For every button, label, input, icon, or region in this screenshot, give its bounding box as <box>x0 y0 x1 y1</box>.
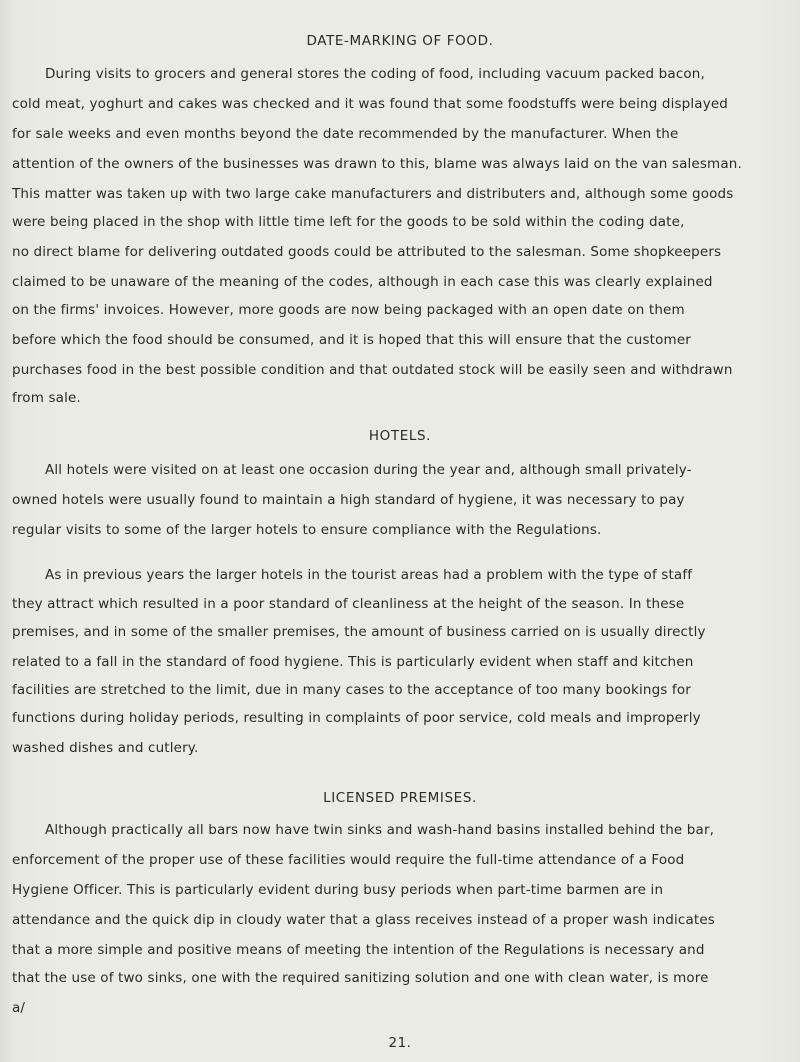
text-line: Although practically all bars now have twin sinks and wash-hand basins installed behind the bar, <box>45 822 715 838</box>
section-heading-hotels: HOTELS. <box>368 428 432 444</box>
text-line: owned hotels were usually found to maintain a high standard of hygiene, it was necessary to pay <box>12 492 685 508</box>
text-line: cold meat, yoghurt and cakes was checked and it was found that some foodstuffs were being displayed <box>12 96 729 112</box>
text-line: that a more simple and positive means of meeting the intention of the Regulations is necessary and <box>12 942 705 958</box>
text-line: from sale. <box>12 390 81 406</box>
text-line: before which the food should be consumed, and it is hoped that this will ensure that the customer <box>12 332 691 348</box>
text-line: This matter was taken up with two large cake manufacturers and distributers and, although some goods <box>12 186 734 202</box>
text-line: were being placed in the shop with little time left for the goods to be sold within the coding date, <box>12 214 685 230</box>
text-line: attention of the owners of the businesses was drawn to this, blame was always laid on the van salesman. <box>12 156 742 172</box>
text-line: enforcement of the proper use of these facilities would require the full-time attendance of a Food <box>12 852 685 868</box>
page-number: 21. <box>388 1035 412 1051</box>
text-line: washed dishes and cutlery. <box>12 740 199 756</box>
text-line: All hotels were visited on at least one occasion during the year and, although small privately- <box>45 462 692 478</box>
text-line: that the use of two sinks, one with the required sanitizing solution and one with clean water, is more <box>12 970 709 986</box>
section-heading-date-marking: DATE-MARKING OF FOOD. <box>306 33 494 49</box>
text-line: As in previous years the larger hotels in the tourist areas had a problem with the type of staff <box>45 567 693 583</box>
text-line: related to a fall in the standard of food hygiene. This is particularly evident when staff and kitchen <box>12 654 694 670</box>
text-line: no direct blame for delivering outdated goods could be attributed to the salesman. Some shopkeepers <box>12 244 722 260</box>
text-line: facilities are stretched to the limit, due in many cases to the acceptance of too many bookings for <box>12 682 691 698</box>
text-line: claimed to be unaware of the meaning of the codes, although in each case this was clearly explained <box>12 274 713 290</box>
continuation-marker: a/ <box>12 1000 26 1016</box>
text-line: for sale weeks and even months beyond the date recommended by the manufacturer. When the <box>12 126 679 142</box>
text-line: on the firms' invoices. However, more goods are now being packaged with an open date on them <box>12 302 685 318</box>
text-line: functions during holiday periods, resulting in complaints of poor service, cold meals and improperly <box>12 710 701 726</box>
section-heading-licensed-premises: LICENSED PREMISES. <box>323 790 477 806</box>
text-line: attendance and the quick dip in cloudy water that a glass receives instead of a proper wash indicates <box>12 912 715 928</box>
text-line: purchases food in the best possible condition and that outdated stock will be easily seen and withdrawn <box>12 362 733 378</box>
text-line: regular visits to some of the larger hotels to ensure compliance with the Regulations. <box>12 522 602 538</box>
text-line: During visits to grocers and general stores the coding of food, including vacuum packed bacon, <box>45 66 705 82</box>
text-line: they attract which resulted in a poor standard of cleanliness at the height of the season. In these <box>12 596 685 612</box>
text-line: Hygiene Officer. This is particularly evident during busy periods when part-time barmen are in <box>12 882 664 898</box>
text-line: premises, and in some of the smaller premises, the amount of business carried on is usually directly <box>12 624 706 640</box>
